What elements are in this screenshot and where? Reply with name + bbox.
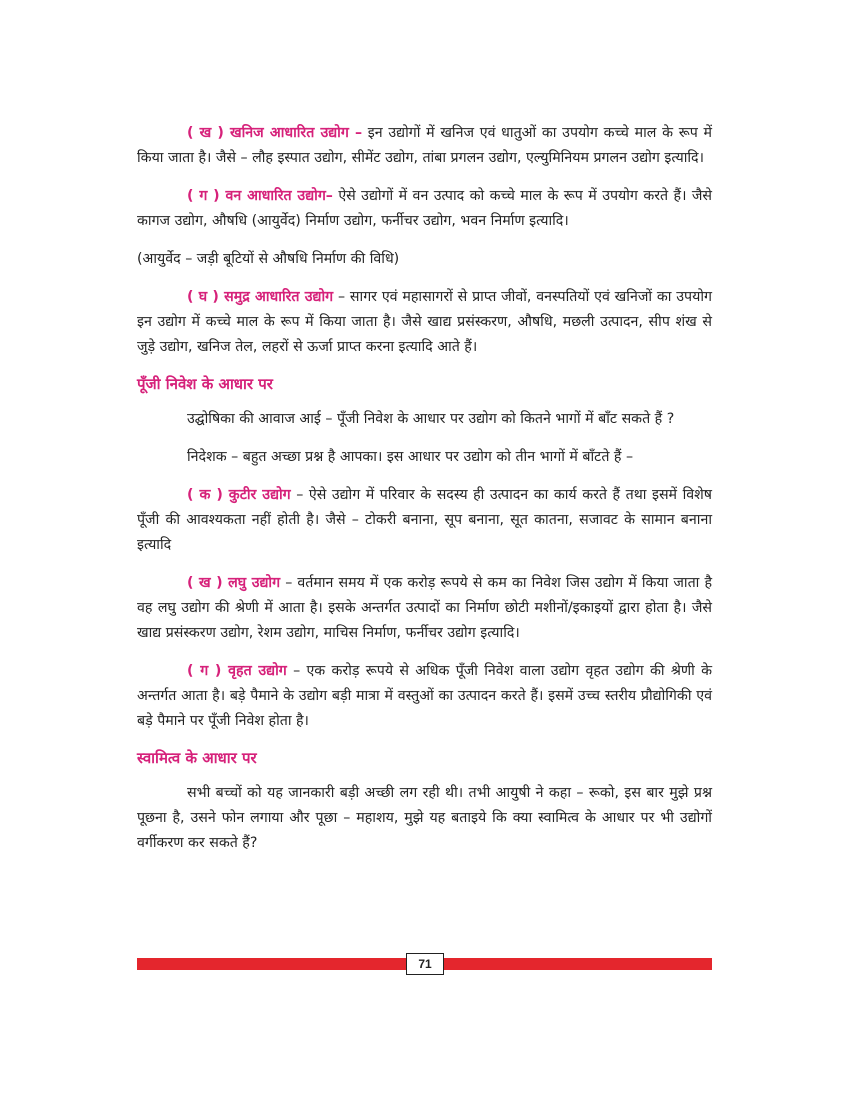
ayurveda-note: (आयुर्वेद – जड़ी बूटियों से औषधि निर्माण की विधि) [137, 251, 400, 267]
paragraph-cottage-industry [137, 483, 712, 558]
section-heading-ownership: स्वामित्व के आधार पर [137, 749, 257, 767]
page-number: 71 [406, 953, 444, 975]
paragraph-mineral-industry [137, 121, 712, 171]
paragraph-text: – एक करोड़ रूपये से अधिक पूँजी निवेश वाला उद्योग वृहत उद्योग की श्रेणी के अन्तर्गत आता है। बड़े पैमाने के उद्योग बड़ी मात्रा में वस्तुओं का उत्पादन करते हैं। इसमें उच्च स्तरीय प्रौद्योगिकी एवं बड़े पैमाने पर पूँजी निवेश होता है। [137, 663, 712, 729]
subheading-sea-industry: ( घ ) समुद्र आधारित उद्योग [187, 289, 334, 305]
paragraph-text: – सागर एवं महासागरों से प्राप्त जीवों, वनस्पतियों एवं खनिजों का उपयोग इन उद्योग में कच्चे माल के रूप में किया जाता है। जैसे खाद्य प्रसंस्करण, औषधि, मछली उत्पादन, सीप शंख से जुड़े उद्योग, खनिज तेल, लहरों से ऊर्जा प्राप्त करना इत्यादि आते हैं। [137, 289, 712, 355]
subheading-mineral-industry: ( ख ) खनिज आधारित उद्योग – [187, 125, 363, 141]
paragraph-large-industry [137, 659, 712, 734]
subheading-small-industry: ( ख ) लघु उद्योग [187, 575, 281, 591]
section-heading-capital: पूँजी निवेश के आधार पर [137, 375, 273, 393]
content [137, 121, 712, 869]
director-answer: निदेशक – बहुत अच्छा प्रश्न है आपका। इस आधार पर उद्योग को तीन भागों में बाँटते हैं – [187, 449, 634, 465]
paragraph-text: इन उद्योगों में खनिज एवं धातुओं का उपयोग कच्चे माल के रूप में किया जाता है। जैसे – लौह इस्पात उद्योग, सीमेंट उद्योग, तांबा प्रगलन उद्योग, एल्युमिनियम प्रगलन उद्योग इत्यादि। [137, 125, 712, 166]
paragraph-forest-industry [137, 184, 712, 234]
page-footer [137, 953, 712, 975]
paragraph-sea-industry [137, 285, 712, 360]
paragraph-text: ऐसे उद्योगों में वन उत्पाद को कच्चे माल के रूप में उपयोग करते हैं। जैसे कागज उद्योग, औषधि (आयुर्वेद) निर्माण उद्योग, फर्नीचर उद्योग, भवन निर्माण इत्यादि। [137, 188, 712, 229]
ownership-paragraph: सभी बच्चों को यह जानकारी बड़ी अच्छी लग रही थी। तभी आयुषी ने कहा – रूको, इस बार मुझे प्रश्न पूछना है, उसने फोन लगाया और पूछा – महाशय, मुझे यह बताइये कि क्या स्वामित्व के आधार पर भी उद्योगों वर्गीकरण कर सकते हैं? [137, 785, 712, 851]
subheading-forest-industry: ( ग ) वन आधारित उद्योग– [187, 188, 333, 204]
paragraph-text: – ऐसे उद्योग में परिवार के सदस्य ही उत्पादन का कार्य करते हैं तथा इसमें विशेष पूँजी की आवश्यकता नहीं होती है। जैसे – टोकरी बनाना, सूप बनाना, सूत कातना, सजावट के सामान बनाना इत्यादि [137, 487, 712, 553]
paragraph-small-industry [137, 571, 712, 646]
announcer-question: उद्घोषिका की आवाज आई – पूँजी निवेश के आधार पर उद्योग को कितने भागों में बाँट सकते हैं ? [187, 411, 675, 427]
subheading-cottage-industry: ( क ) कुटीर उद्योग [187, 487, 291, 503]
subheading-large-industry: ( ग ) वृहत उद्योग [187, 663, 287, 679]
paragraph-text: – वर्तमान समय में एक करोड़ रूपये से कम का निवेश जिस उद्योग में किया जाता है वह लघु उद्योग की श्रेणी में आता है। इसके अन्तर्गत उत्पादों का निर्माण छोटी मशीनों/इकाइयों द्वारा होता है। जैसे खाद्य प्रसंस्करण उद्योग, रेशम उद्योग, माचिस निर्माण, फर्नीचर उद्योग इत्यादि। [137, 575, 712, 641]
